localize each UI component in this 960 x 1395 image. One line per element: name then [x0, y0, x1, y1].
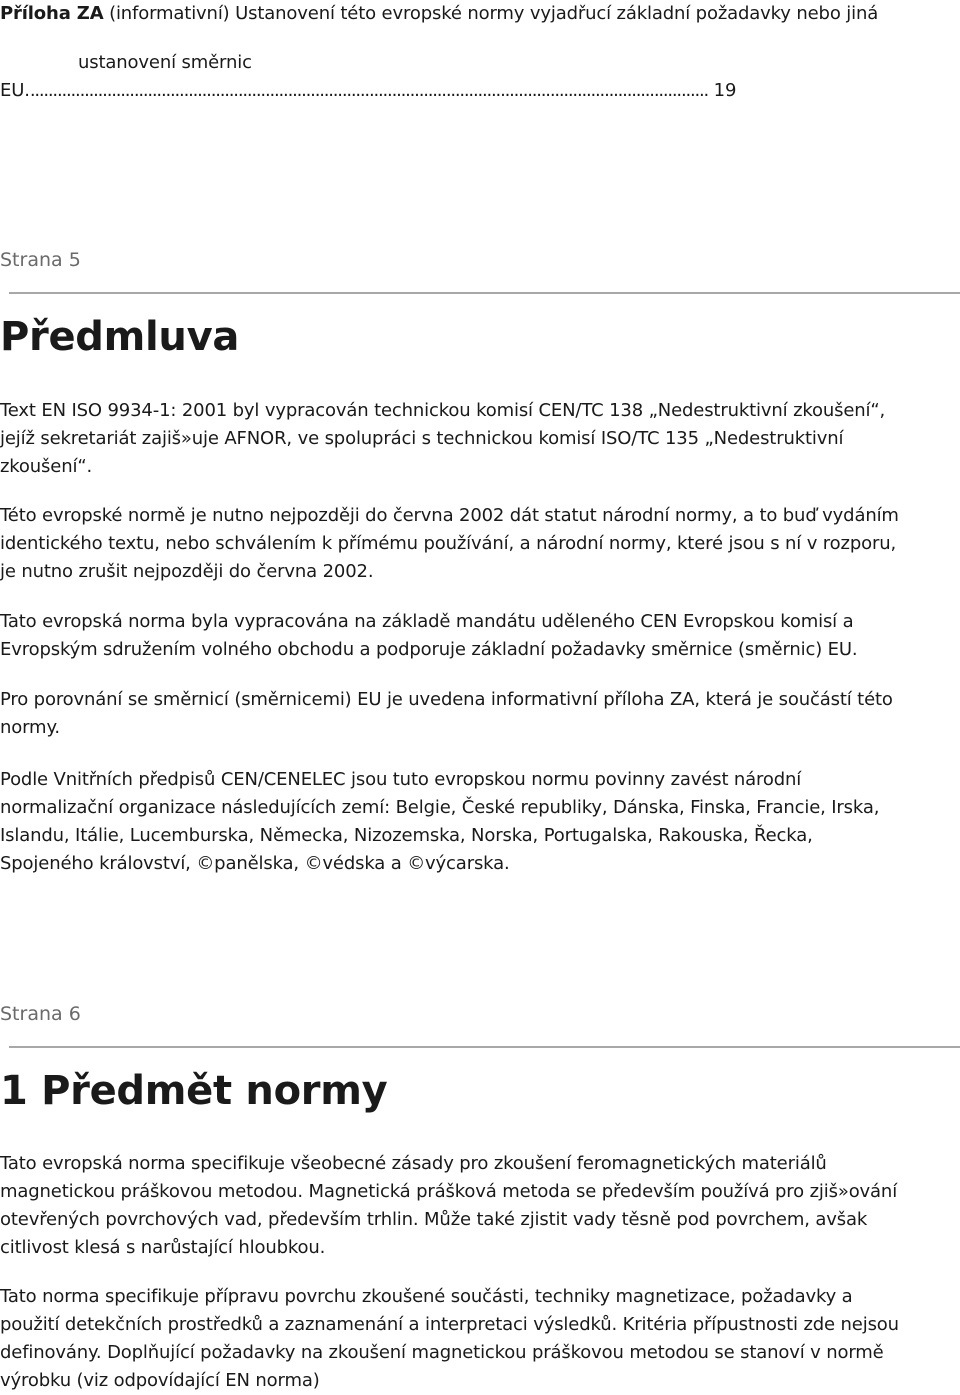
text-line: Podle Vnitřních předpisů CEN/CENELEC jsou tuto evropskou normu povinny zavést národní [0, 769, 802, 790]
toc-entry-page-line [0, 77, 736, 105]
toc-text: EU. [0, 80, 30, 101]
text-line: použití detekčních prostředků a zaznamenání a interpretaci výsledků. Kritéria přípustnosti zde nejsou [0, 1314, 899, 1335]
page-divider-6 [9, 1046, 960, 1048]
paragraph-scope-2 [0, 1283, 960, 1395]
toc-annex-label: Příloha ZA [0, 3, 104, 24]
paragraph-foreword-1 [0, 397, 960, 481]
toc-entry-continuation: ustanovení směrnic [78, 52, 252, 73]
text-line: je nutno zrušit nejpozději do června 2002. [0, 561, 374, 582]
toc-annex-title: (informativní) Ustanovení této evropské normy vyjadřucí základní požadavky nebo jiná [103, 3, 879, 24]
text-line: normalizační organizace následujících zemí: Belgie, České republiky, Dánska, Finska, Francie, Irska, [0, 797, 880, 818]
page-label-6: Strana 6 [0, 1003, 81, 1025]
paragraph-foreword-2 [0, 502, 960, 586]
paragraph-scope-1 [0, 1150, 960, 1262]
heading-foreword: Předmluva [0, 314, 240, 360]
page-divider-5 [9, 292, 960, 294]
paragraph-foreword-4 [0, 686, 960, 742]
text-line: otevřených povrchových vad, především trhlin. Může také zjistit vady těsně pod povrchem, avšak [0, 1209, 868, 1230]
text-line: citlivost klesá s narůstající hloubkou. [0, 1237, 326, 1258]
text-line: Islandu, Itálie, Lucemburska, Německa, Nizozemska, Norska, Portugalska, Rakouska, Řecka, [0, 825, 813, 846]
text-line: Tato evropská norma byla vypracována na základě mandátu uděleného CEN Evropskou komisí a [0, 611, 854, 632]
text-line: výrobku (viz odpovídající EN norma) [0, 1370, 320, 1391]
text-line: Tato norma specifikuje přípravu povrchu zkoušené součásti, techniky magnetizace, požadavky a [0, 1286, 853, 1307]
text-line: normy. [0, 717, 60, 738]
text-line: magnetickou práškovou metodou. Magnetická prášková metoda se především používá pro zjiš»ování [0, 1181, 898, 1202]
text-line: jejíž sekretariát zajiš»uje AFNOR, ve spolupráci s technickou komisí ISO/TC 135 „Nedestruktivní [0, 428, 844, 449]
text-line: Text EN ISO 9934-1: 2001 byl vypracován technickou komisí CEN/TC 138 „Nedestruktivní zkoušení“, [0, 400, 886, 421]
text-line: zkoušení“. [0, 456, 93, 477]
paragraph-foreword-5 [0, 766, 960, 878]
page-label-5: Strana 5 [0, 249, 81, 271]
toc-entry-annex-za[interactable] [0, 0, 878, 28]
toc-page-number: 19 [708, 80, 737, 101]
heading-scope: 1 Předmět normy [0, 1068, 388, 1114]
text-line: Evropským sdružením volného obchodu a podporuje základní požadavky směrnice (směrnic) EU. [0, 639, 858, 660]
paragraph-foreword-3 [0, 608, 960, 664]
text-line: Pro porovnání se směrnicí (směrnicemi) EU je uvedena informativní příloha ZA, která je součástí této [0, 689, 893, 710]
text-line: definovány. Doplňující požadavky na zkoušení magnetickou práškovou metodou se stanoví v normě [0, 1342, 884, 1363]
toc-leader-dots: ...................................................................................................................................................... [29, 80, 709, 101]
text-line: Tato evropská norma specifikuje všeobecné zásady pro zkoušení feromagnetických materiálů [0, 1153, 827, 1174]
text-line: Spojeného království, ©panělska, ©védska a ©výcarska. [0, 853, 510, 874]
text-line: Této evropské normě je nutno nejpozději do června 2002 dát statut národní normy, a to buď vydáním [0, 505, 899, 526]
text-line: identického textu, nebo schválením k přímému používání, a národní normy, které jsou s ní v rozporu, [0, 533, 897, 554]
